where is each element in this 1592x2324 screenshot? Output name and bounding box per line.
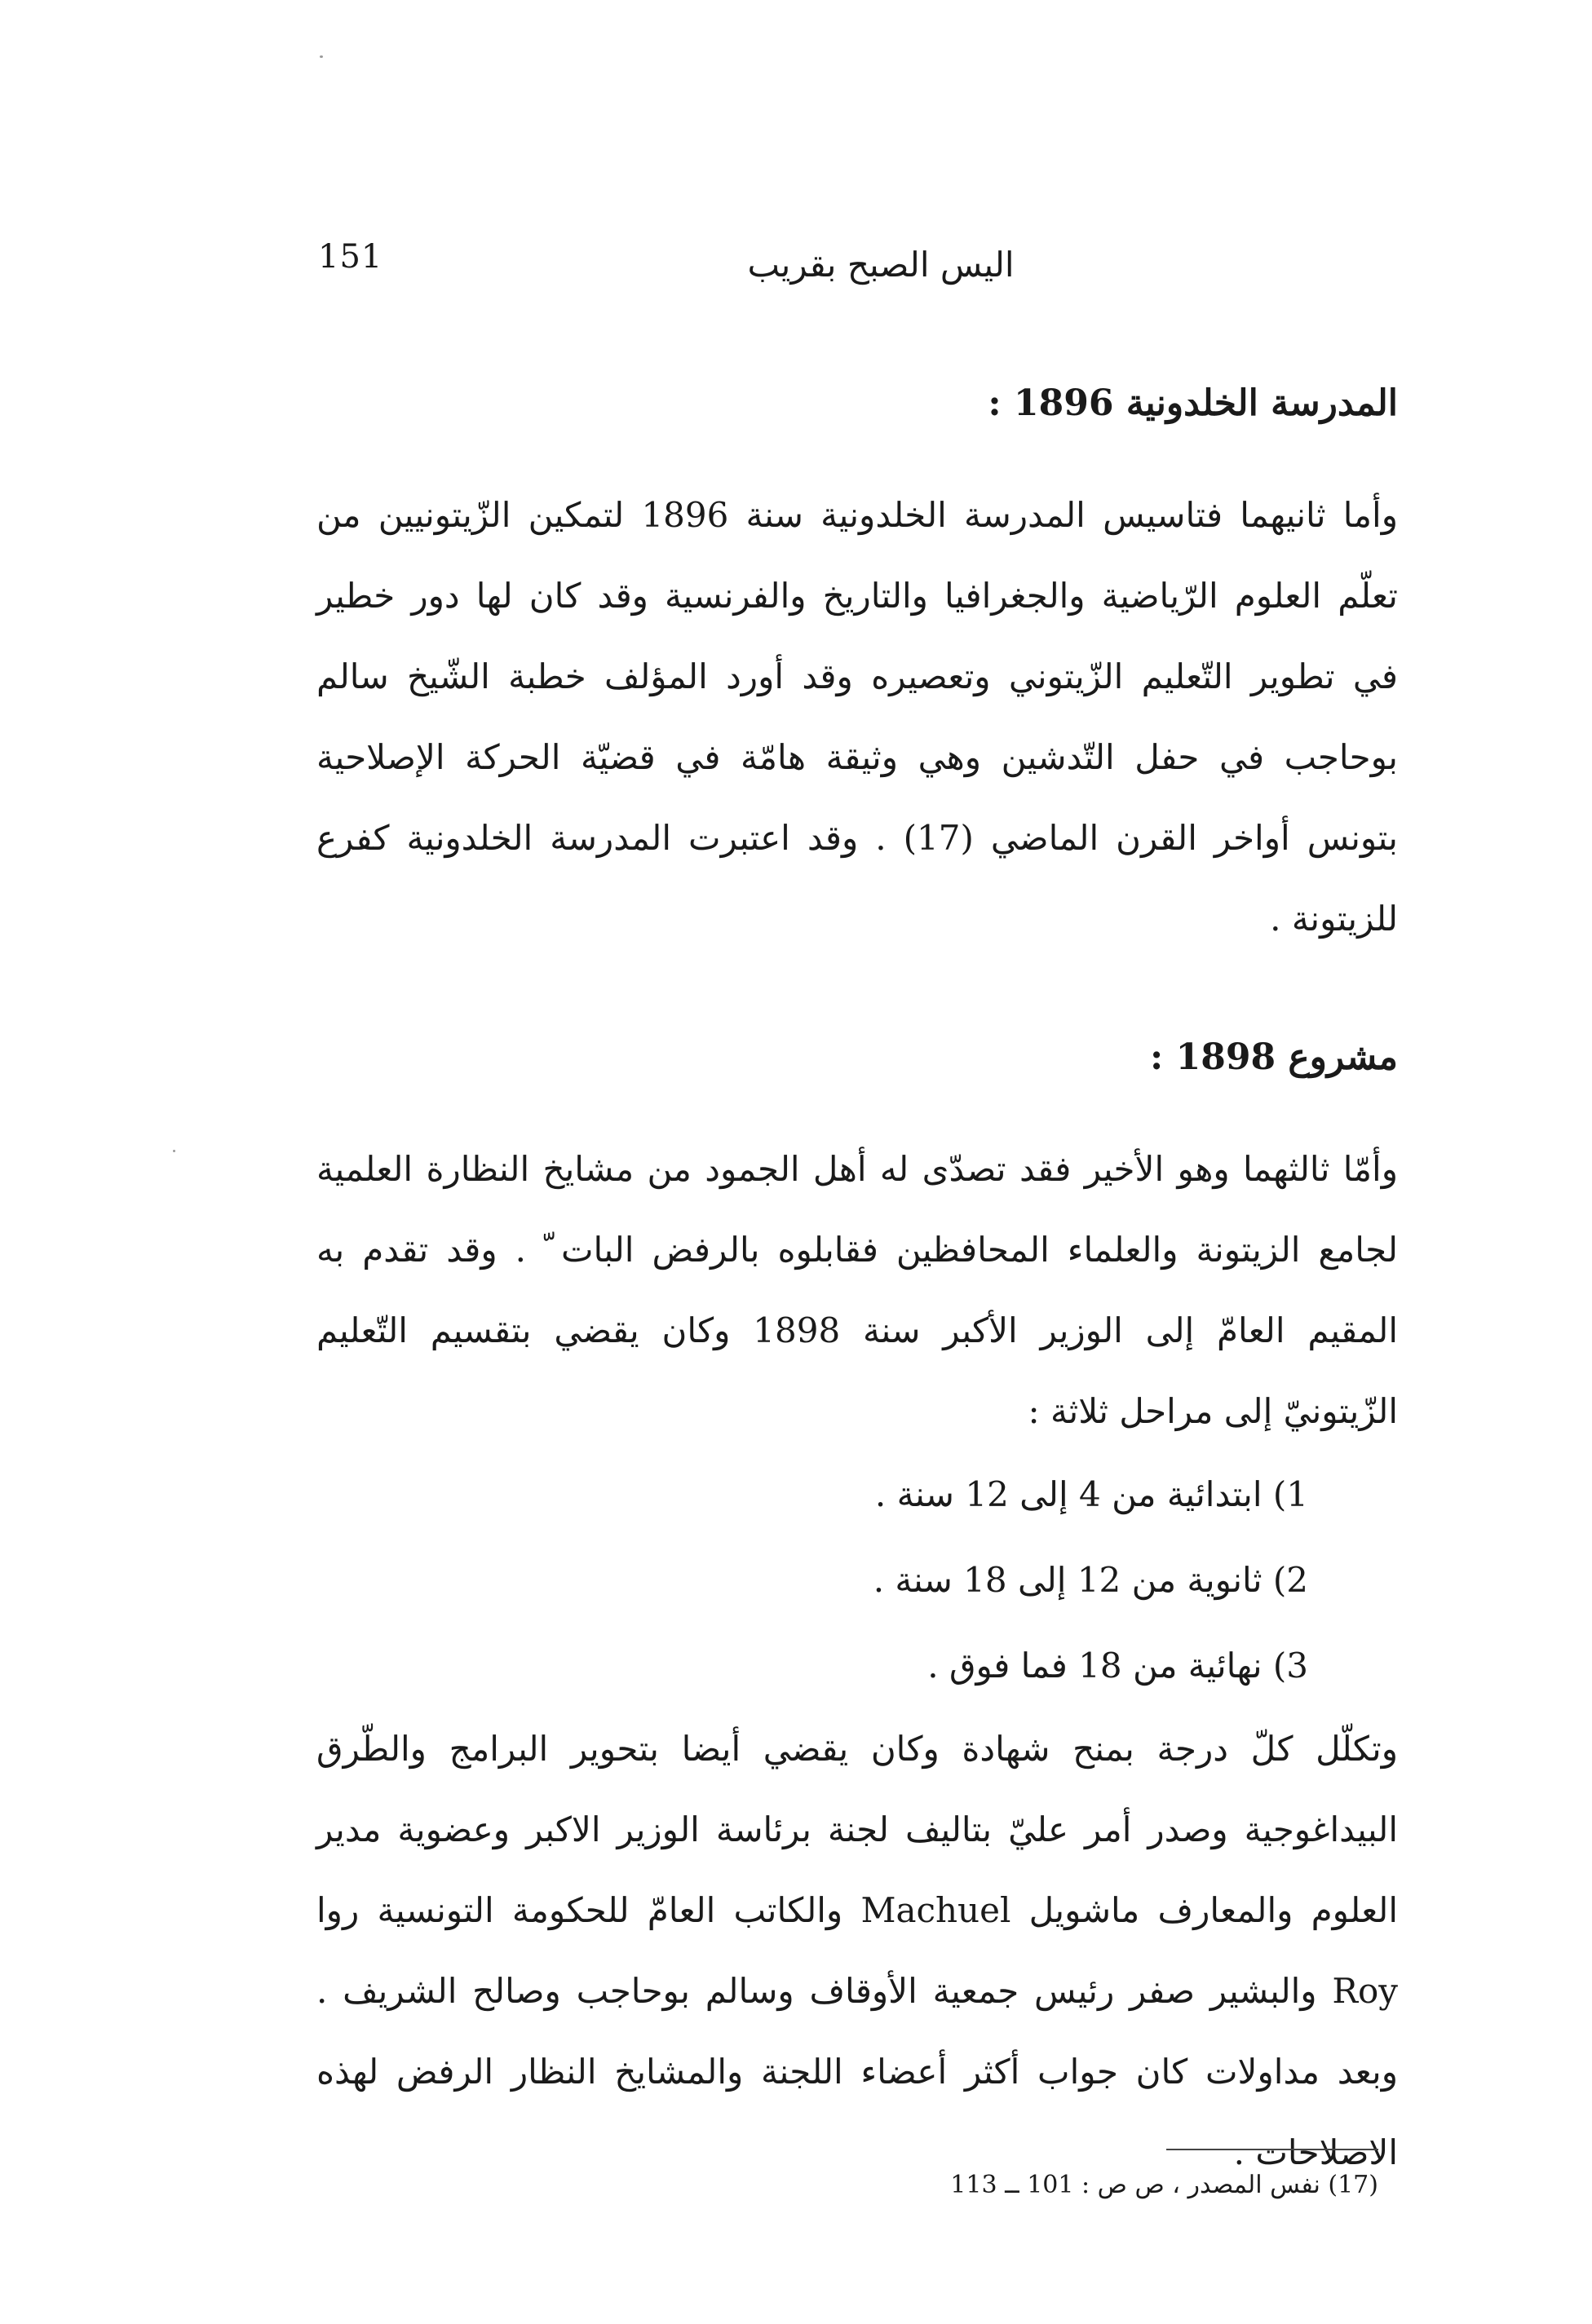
section-heading: المدرسة الخلدونية 1896 : (988, 382, 1398, 424)
paragraph: وتكلّل كلّ درجة بمنح شهادة وكان يقضي أيضا بتحوير البرامج والطّرق البيداغوجية وصدر أمر عليّ بتاليف لجنة برئاسة الوزير الاكبر وعضوية مدير العلوم والمعارف ماشويل Machuel والكاتب العامّ للحكومة التونسية روا Roy والبشير صفر رئيس جمعية الأوقاف وسالم بوحاجب وصالح الشريف . وبعد مداولات كان جواب أكثر أعضاء اللجنة والمشايخ النظار الرفض لهذه الاصلاحات . (316, 1729, 1398, 2172)
scan-speck (320, 55, 323, 58)
section-spacer (316, 959, 1398, 1029)
stages-list (316, 1451, 1398, 1708)
paragraph: وأما ثانيهما فتاسيس المدرسة الخلدونية سنة 1896 لتمكين الزّيتونيين من تعلّم العلوم الرّياضية والجغرافيا والتاريخ والفرنسية وقد كان لها دور خطير في تطوير التّعليم الزّيتوني وتعصيره وقد أورد المؤلف خطبة الشّيخ سالم بوحاجب في حفل التّدشين وهي وثيقة هامّة في قضيّة الحركة الإصلاحية بتونس أواخر القرن الماضي (17) . وقد اعتبرت المدرسة الخلدونية كفرع للزيتونة . (316, 495, 1398, 939)
section-heading: مشروع 1898 : (1150, 1036, 1398, 1078)
list-item: 2) ثانوية من 12 إلى 18 سنة . (873, 1560, 1308, 1600)
section-project-1898 (316, 1029, 1398, 2193)
running-title: اليس الصبح بقريب (747, 245, 1015, 285)
section-khaldouniya (316, 375, 1398, 959)
footnote-divider (1166, 2149, 1378, 2150)
paragraph: وأمّا ثالثهما وهو الأخير فقد تصدّى له أهل الجمود من مشايخ النظارة العلمية لجامع الزيتونة والعلماء المحافظين فقابلوه بالرفض البات ّ . وقد تقدم به المقيم العامّ إلى الوزير الأكبر سنة 1898 وكان يقضي بتقسيم التّعليم الزّيتونيّ إلى مراحل ثلاثة : (316, 1149, 1398, 1431)
footnote: (17) نفس المصدر ، ص ص : 101 ــ 113 (950, 2171, 1378, 2199)
page-number: 151 (318, 238, 383, 276)
list-item: 3) نهائية من 18 فما فوق . (927, 1646, 1308, 1686)
main-text (316, 375, 1398, 2193)
list-item: 1) ابتدائية من 4 إلى 12 سنة . (874, 1474, 1308, 1514)
scan-speck (173, 1150, 175, 1152)
